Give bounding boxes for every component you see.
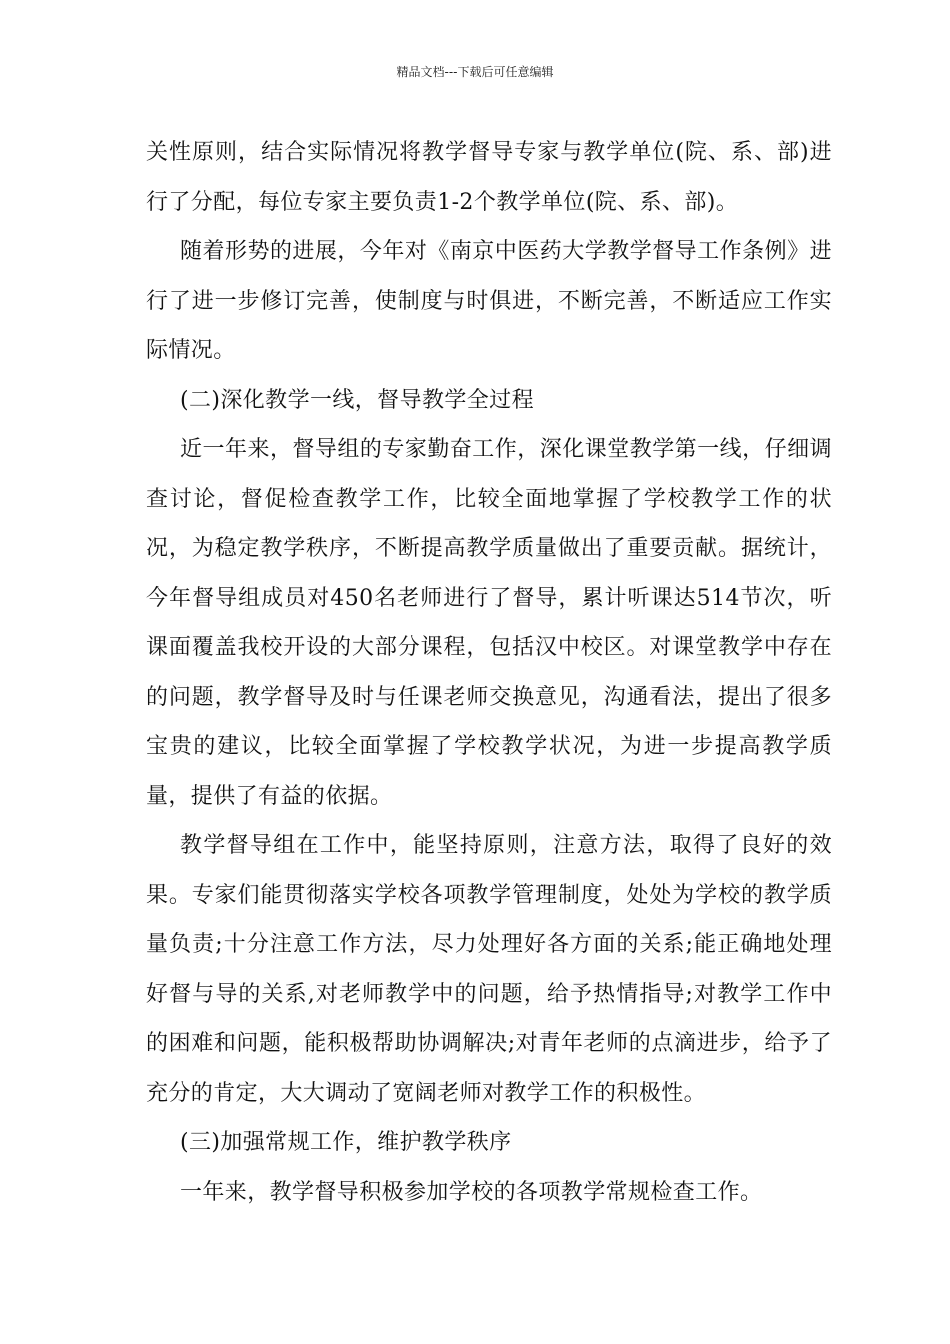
paragraph-classroom-supervision: 近一年来，督导组的专家勤奋工作，深化课堂教学第一线，仔细调查讨论，督促检查教学工作，比较全面地掌握了学校教学工作的状况，为稳定教学秩序，不断提高教学质量做出了重要贡献。据统计，今年督导组成员对450名老师进行了督导，累计听课达514节次，听课面覆盖我校开设的大部分课程，包括汉中校区。对课堂教学中存在的问题，教学督导及时与任课老师交换意见，沟通看法，提出了很多宝贵的建议，比较全面掌握了学校教学状况，为进一步提高教学质量，提供了有益的依据。: [146, 437, 832, 809]
paragraph-regulation-revision: 随着形势的进展，今年对《南京中医药大学教学督导工作条例》进行了进一步修订完善，使制度与时俱进，不断完善，不断适应工作实际情况。: [146, 239, 832, 363]
section-heading-3: (三)加强常规工作，维护教学秩序: [180, 1130, 512, 1155]
document-body: [146, 128, 832, 1217]
paragraph-continuation: 关性原则，结合实际情况将教学督导专家与教学单位(院、系、部)进行了分配，每位专家主要负责1-2个教学单位(院、系、部)。: [146, 140, 832, 215]
paragraph-supervision-methods: 教学督导组在工作中，能坚持原则，注意方法，取得了良好的效果。专家们能贯彻落实学校各项教学管理制度，处处为学校的教学质量负责;十分注意工作方法，尽力处理好各方面的关系;能正确地处理好督与导的关系,对老师教学中的问题，给予热情指导;对教学工作中的困难和问题，能积极帮助协调解决;对青年老师的点滴进步，给予了充分的肯定，大大调动了宽阔老师对教学工作的积极性。: [146, 833, 832, 1106]
section-heading-2: (二)深化教学一线，督导教学全过程: [180, 387, 534, 413]
page-header: 精品文档---下载后可任意编辑: [396, 65, 554, 79]
paragraph-routine-checks: 一年来，教学督导积极参加学校的各项教学常规检查工作。: [180, 1179, 763, 1205]
